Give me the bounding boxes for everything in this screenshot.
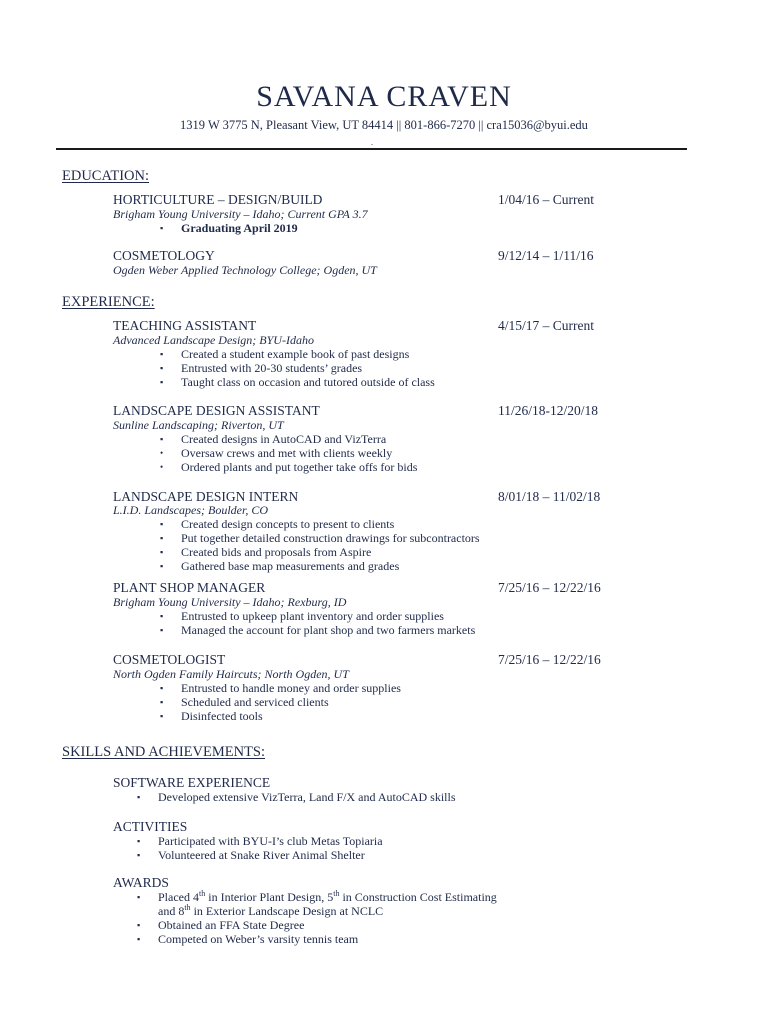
job-org: Brigham Young University – Idaho; Rexburg, ID [113,595,347,609]
square-bullet-icon: ▪ [160,611,164,621]
education-org: Ogden Weber Applied Technology College; Ogden, UT [113,263,377,277]
list-item: ▪ Volunteered at Snake River Animal Shelter [137,848,365,862]
list-item: ▪ Placed 4th in Interior Plant Design, 5th in Construction Cost Estimating [137,889,497,904]
square-bullet-icon: ▪ [160,711,164,721]
job-title: PLANT SHOP MANAGER [113,580,266,595]
square-bullet-icon: ▪ [137,792,141,802]
job-title: TEACHING ASSISTANT [113,318,257,333]
list-item-continuation: and 8th in Exterior Landscape Design at NCLC [158,903,384,918]
job-title: COSMETOLOGIST [113,652,226,667]
job-org: North Ogden Family Haircuts; North Ogden, UT [113,667,349,681]
skills-group-title: SOFTWARE EXPERIENCE [113,775,271,790]
list-item: ▪ Entrusted to handle money and order supplies [160,681,401,695]
list-item: • Ordered plants and put together take offs for bids [160,460,418,474]
experience-heading: EXPERIENCE: [62,294,155,310]
list-item: ▪ Disinfected tools [160,709,263,723]
job-org: Advanced Landscape Design; BYU-Idaho [113,333,314,347]
list-item: ▪ Created bids and proposals from Aspire [160,545,372,559]
square-bullet-icon: ▪ [160,683,164,693]
square-bullet-icon: ▪ [137,850,141,860]
list-item: ▪ Gathered base map measurements and grades [160,559,400,573]
square-bullet-icon: ▪ [137,836,141,846]
stray-dot: . [371,138,373,147]
skills-group-title: ACTIVITIES [113,819,188,834]
square-bullet-icon: ▪ [160,363,164,373]
education-date: 9/12/14 – 1/11/16 [498,248,594,263]
job-date: 4/15/17 – Current [498,318,594,333]
education-date: 1/04/16 – Current [498,192,594,207]
skills-heading: SKILLS AND ACHIEVEMENTS: [62,744,266,760]
list-item: ▪ Taught class on occasion and tutored outside of class [160,375,435,389]
header-divider [56,148,687,150]
job-title: LANDSCAPE DESIGN INTERN [113,489,299,504]
list-item: ▪ Put together detailed construction drawings for subcontractors [160,531,480,545]
list-item: ▪ Created design concepts to present to clients [160,517,395,531]
round-bullet-icon: • [160,462,164,472]
square-bullet-icon: ▪ [137,920,141,930]
list-item: • Oversaw crews and met with clients weekly [160,446,393,460]
list-item: ▪ Participated with BYU-I’s club Metas Topiaria [137,834,383,848]
education-org: Brigham Young University – Idaho; Current GPA 3.7 [113,207,368,221]
education-title: HORTICULTURE – DESIGN/BUILD [113,192,323,207]
job-date: 11/26/18-12/20/18 [498,403,598,418]
list-item: ▪ Created a student example book of past designs [160,347,410,361]
contact-line: 1319 W 3775 N, Pleasant View, UT 84414 || 801-866-7270 || cra15036@byui.edu [180,118,588,132]
skills-group-title: AWARDS [113,875,169,890]
list-item: ▪ Entrusted with 20-30 students’ grades [160,361,363,375]
job-title: LANDSCAPE DESIGN ASSISTANT [113,403,320,418]
job-date: 7/25/16 – 12/22/16 [498,652,601,667]
list-item: ▪ Graduating April 2019 [160,221,298,235]
square-bullet-icon: ▪ [160,377,164,387]
list-item: ▪ Entrusted to upkeep plant inventory and order supplies [160,609,444,623]
square-bullet-icon: ▪ [160,519,164,529]
list-item: ▪ Competed on Weber’s varsity tennis team [137,932,359,946]
education-heading: EDUCATION: [62,168,149,184]
list-item: ▪ Created designs in AutoCAD and VizTerra [160,432,387,446]
square-bullet-icon: ▪ [160,697,164,707]
square-bullet-icon: ▪ [160,561,164,571]
list-item: ▪ Obtained an FFA State Degree [137,918,305,932]
square-bullet-icon: ▪ [160,434,164,444]
square-bullet-icon: ▪ [137,892,141,902]
square-bullet-icon: ▪ [160,223,164,233]
square-bullet-icon: ▪ [160,547,164,557]
square-bullet-icon: ▪ [160,625,164,635]
square-bullet-icon: ▪ [137,934,141,944]
square-bullet-icon: ▪ [160,349,164,359]
square-bullet-icon: ▪ [160,533,164,543]
list-item: ▪ Scheduled and serviced clients [160,695,329,709]
list-item: ▪ Developed extensive VizTerra, Land F/X and AutoCAD skills [137,790,456,804]
education-title: COSMETOLOGY [113,248,215,263]
job-org: Sunline Landscaping; Riverton, UT [113,418,284,432]
job-date: 7/25/16 – 12/22/16 [498,580,601,595]
job-date: 8/01/18 – 11/02/18 [498,489,601,504]
list-item: ▪ Managed the account for plant shop and two farmers markets [160,623,476,637]
round-bullet-icon: • [160,448,164,458]
job-org: L.I.D. Landscapes; Boulder, CO [113,503,268,517]
resume-name: SAVANA CRAVEN [256,80,512,113]
